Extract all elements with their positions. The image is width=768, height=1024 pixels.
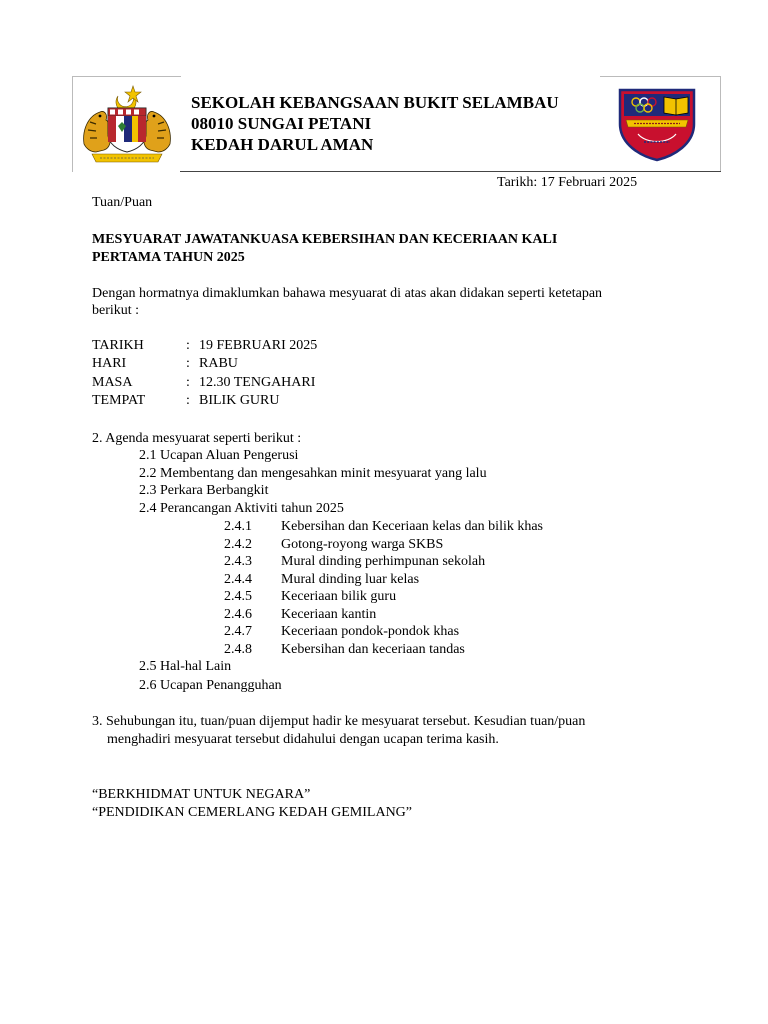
agenda-subitem-text: Kebersihan dan Keceriaan kelas dan bilik khas (281, 519, 544, 534)
intro-line2: berikut : (92, 303, 140, 318)
intro-line1: Dengan hormatnya dimaklumkan bahawa mesyuarat di atas akan didakan seperti ketetapan (92, 286, 603, 301)
detail-value-day: RABU (199, 356, 238, 371)
meeting-title-line1: MESYUARAT JAWATANKUASA KEBERSIHAN DAN KECERIAAN KALI (92, 232, 558, 247)
detail-value-venue: BILIK GURU (199, 393, 280, 408)
letterhead-text (191, 92, 559, 155)
detail-label-date: TARIKH (92, 338, 144, 353)
agenda-subitem-number: 2.4.5 (224, 589, 252, 604)
motto-line2: “PENDIDIKAN CEMERLANG KEDAH GEMILANG” (92, 805, 413, 820)
agenda-subitem-number: 2.4.1 (224, 519, 252, 534)
school-state: KEDAH DARUL AMAN (191, 135, 374, 154)
detail-label-time: MASA (92, 375, 133, 390)
school-badge-icon (616, 84, 698, 162)
detail-colon: : (186, 338, 190, 353)
detail-value-time: 12.30 TENGAHARI (199, 375, 316, 390)
malaysia-coat-of-arms-icon (78, 82, 176, 168)
agenda-item: 2.4 Perancangan Aktiviti tahun 2025 (139, 501, 344, 516)
agenda-subitem-number: 2.4.3 (224, 554, 252, 569)
meeting-title-line2: PERTAMA TAHUN 2025 (92, 250, 245, 265)
agenda-item: 2.5 Hal-hal Lain (139, 659, 232, 674)
agenda-subitem-text: Keceriaan pondok-pondok khas (281, 624, 460, 639)
closing-paragraph-line2: menghadiri mesyuarat tersebut didahului dengan ucapan terima kasih. (107, 732, 499, 747)
agenda-item: 2.3 Perkara Berbangkit (139, 483, 269, 498)
agenda-subitem-text: Keceriaan kantin (281, 607, 377, 622)
detail-label-day: HARI (92, 356, 127, 371)
agenda-subitem-number: 2.4.6 (224, 607, 252, 622)
salutation: Tuan/Puan (92, 195, 153, 210)
closing-paragraph-line1: 3. Sehubungan itu, tuan/puan dijemput hadir ke mesyuarat tersebut. Kesudian tuan/puan (92, 714, 586, 729)
agenda-item: 2.2 Membentang dan mengesahkan minit mesyuarat yang lalu (139, 466, 487, 481)
letter-date: Tarikh: 17 Februari 2025 (497, 175, 638, 190)
motto-line1: “BERKHIDMAT UNTUK NEGARA” (92, 787, 311, 802)
detail-colon: : (186, 393, 190, 408)
agenda-heading: 2. Agenda mesyuarat seperti berikut : (92, 431, 302, 446)
school-name: SEKOLAH KEBANGSAAN BUKIT SELAMBAU (191, 93, 559, 112)
agenda-subitem-text: Gotong-royong warga SKBS (281, 537, 444, 552)
agenda-item: 2.1 Ucapan Aluan Pengerusi (139, 448, 299, 463)
agenda-subitem-text: Kebersihan dan keceriaan tandas (281, 642, 465, 657)
detail-colon: : (186, 375, 190, 390)
agenda-subitem-number: 2.4.4 (224, 572, 252, 587)
detail-colon: : (186, 356, 190, 371)
agenda-subitem-text: Mural dinding luar kelas (281, 572, 420, 587)
agenda-subitem-number: 2.4.8 (224, 642, 252, 657)
agenda-item: 2.6 Ucapan Penangguhan (139, 678, 282, 693)
agenda-subitem-text: Mural dinding perhimpunan sekolah (281, 554, 486, 569)
detail-label-venue: TEMPAT (92, 393, 146, 408)
detail-value-date: 19 FEBRUARI 2025 (199, 338, 318, 353)
agenda-subitem-number: 2.4.2 (224, 537, 252, 552)
agenda-subitem-number: 2.4.7 (224, 624, 252, 639)
letterhead-rule (180, 171, 721, 172)
agenda-subitem-text: Keceriaan bilik guru (281, 589, 397, 604)
school-postcode-city: 08010 SUNGAI PETANI (191, 114, 372, 133)
